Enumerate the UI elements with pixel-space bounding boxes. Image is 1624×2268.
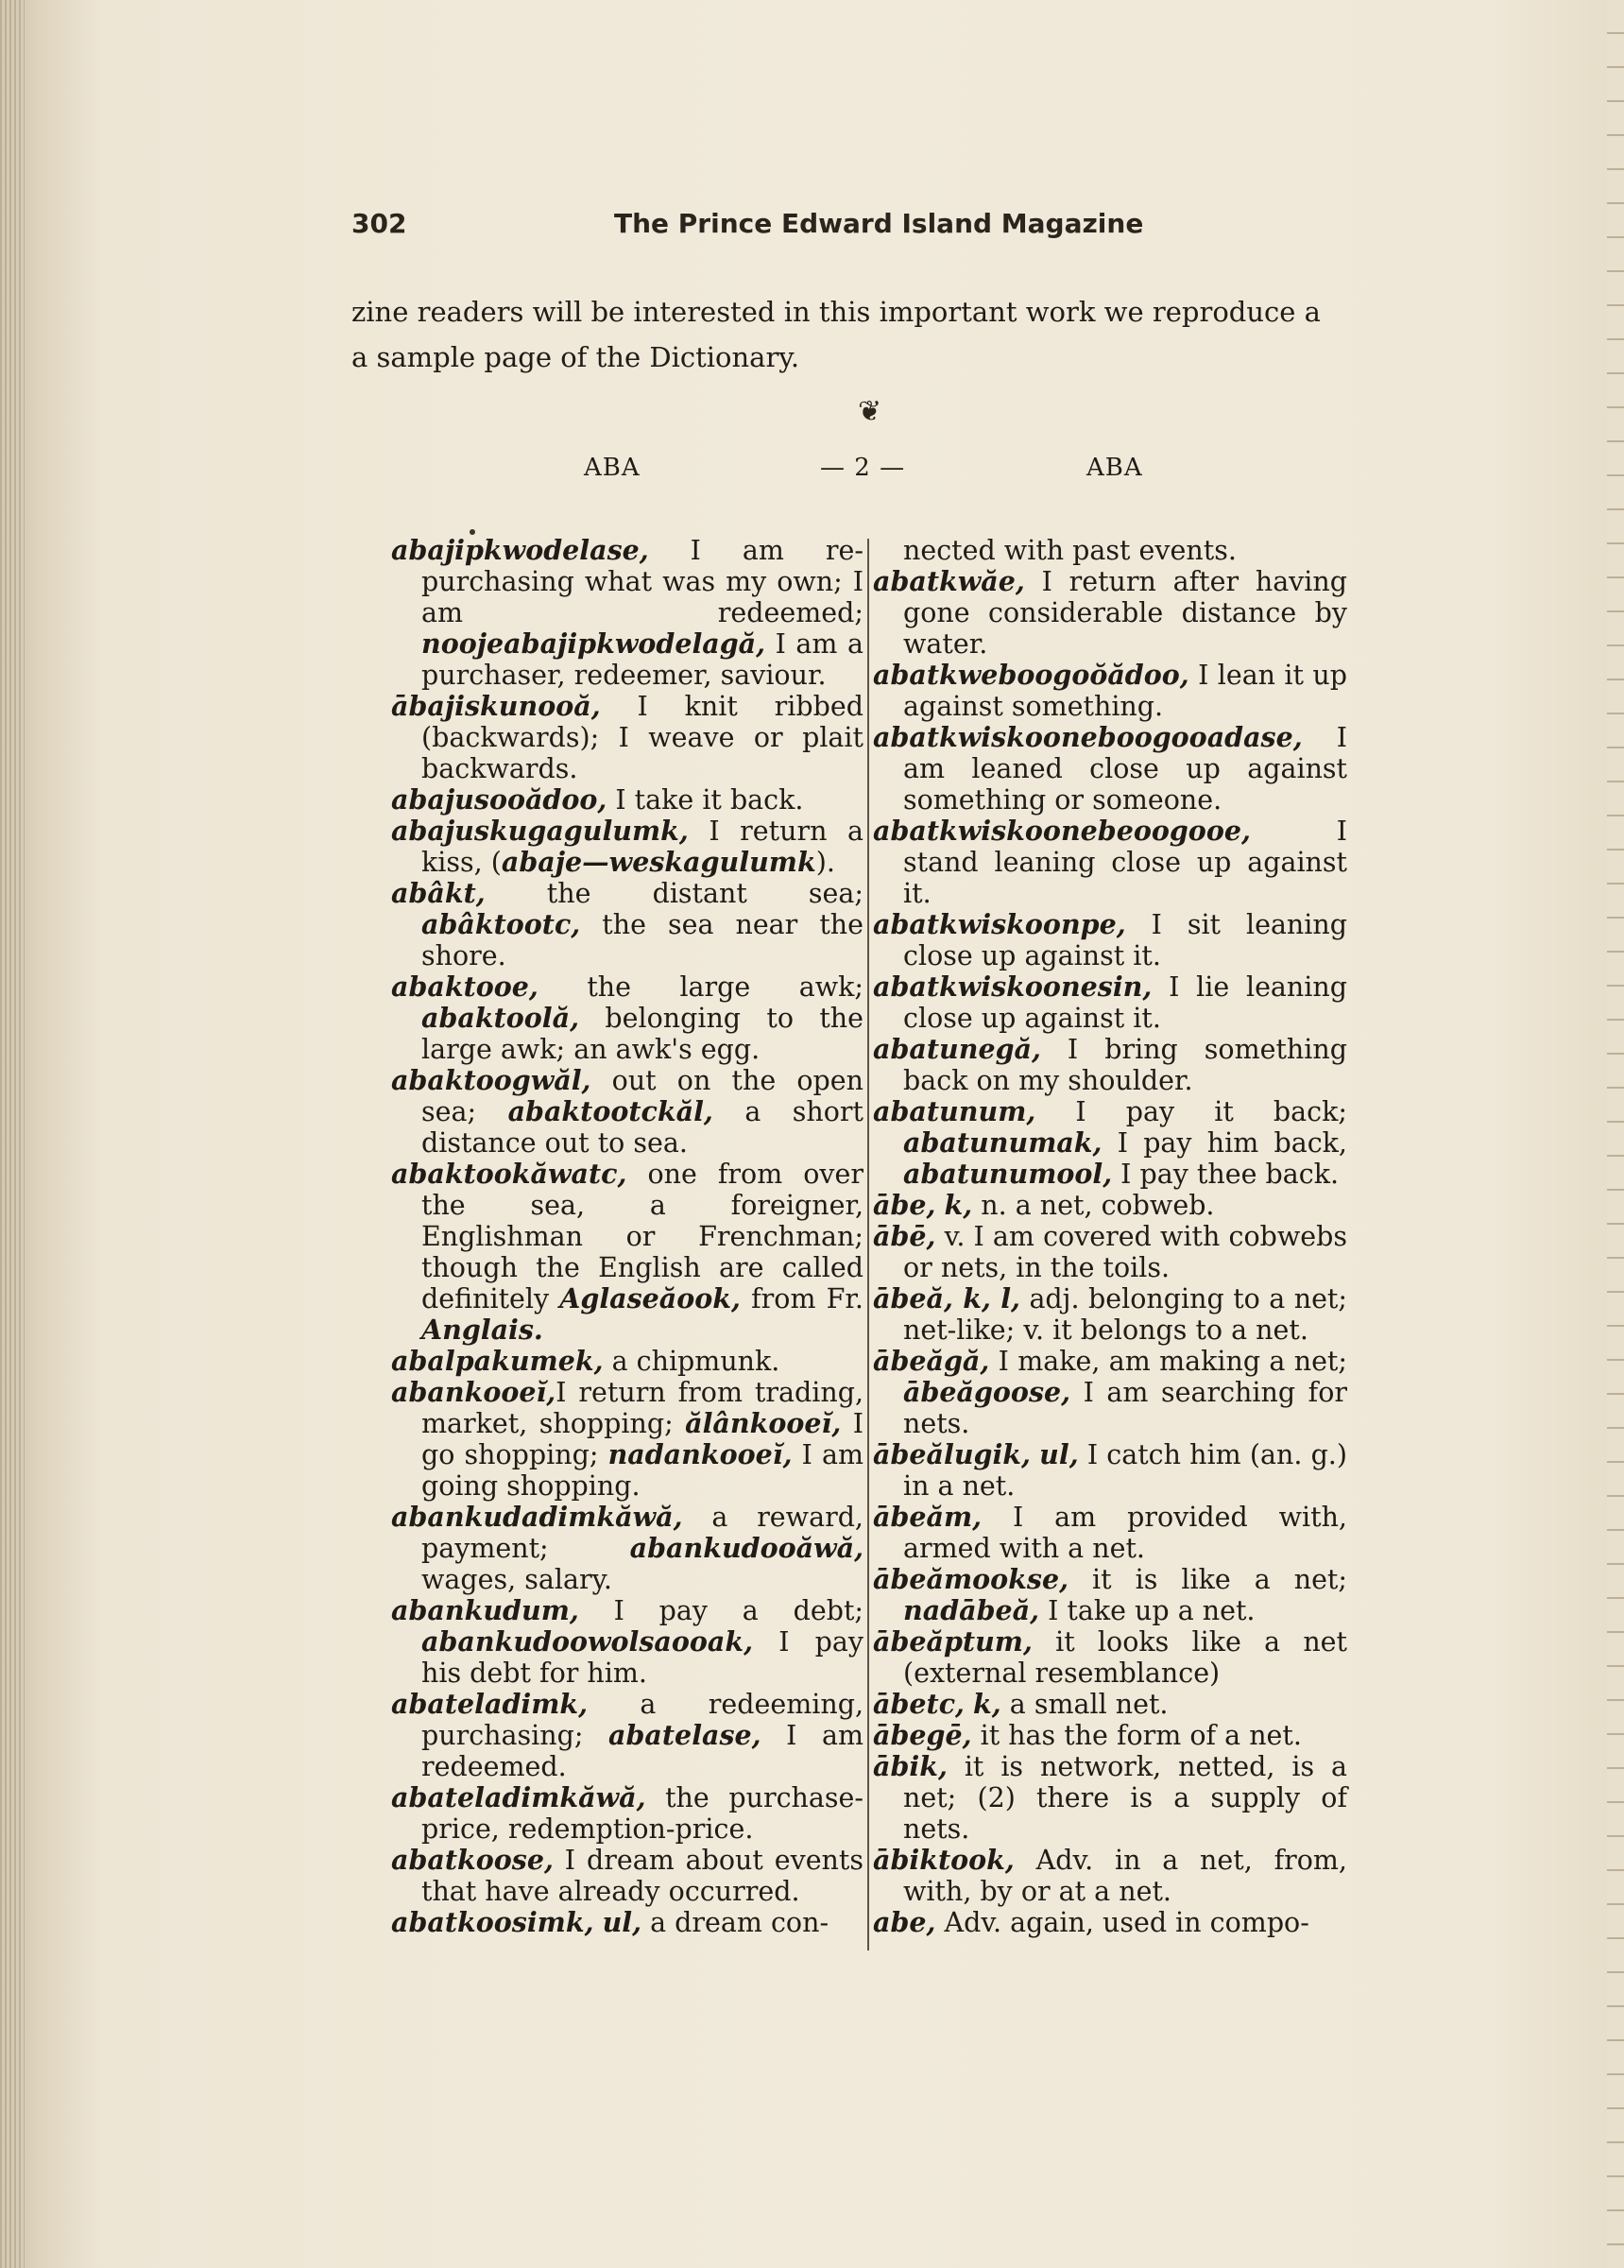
entry-headword: ābajiskunooă,: [391, 690, 601, 722]
entry-definition: I return a kiss, (: [421, 816, 863, 878]
entry-headword: nadābeă,: [903, 1594, 1040, 1626]
dictionary-entry: [391, 1377, 863, 1502]
dictionary-entry: [391, 1782, 863, 1845]
entry-headword: abankudoowolsaooak,: [421, 1625, 754, 1658]
entry-headword: abatunegă,: [873, 1033, 1041, 1065]
entry-definition: Adv. in a net, from, with, by or at a net.: [903, 1845, 1347, 1907]
entry-headword: abankooeĭ,: [391, 1376, 556, 1408]
entry-definition: a redeeming, purchasing;: [421, 1689, 863, 1751]
entry-definition: I am searching for nets.: [903, 1377, 1347, 1439]
dictionary-entry: [873, 1096, 1347, 1190]
entry-definition: a chipmunk.: [603, 1346, 780, 1377]
entry-headword: abâkt,: [391, 877, 486, 909]
entry-definition: [935, 1190, 944, 1221]
entry-definition: wages, salary.: [421, 1564, 612, 1595]
entry-headword: abatkwiskoonesin,: [873, 971, 1153, 1003]
entry-definition: I am provided with, armed with a net.: [903, 1502, 1347, 1564]
dictionary-entry: [391, 816, 863, 878]
dictionary-entry: [391, 535, 863, 691]
entry-definition: n. a net, cobweb.: [972, 1190, 1215, 1221]
dictionary-entry: [391, 1689, 863, 1782]
entry-definition: I take up a net.: [1039, 1595, 1256, 1626]
book-gutter-edge: [0, 0, 25, 2268]
dictionary-entry: [391, 1346, 863, 1377]
entry-headword: abankudum,: [391, 1594, 579, 1626]
dictionary-entry: [873, 909, 1347, 971]
entry-headword: ul,: [602, 1906, 642, 1938]
entry-definition: I am re-purchasing what was my own; I am redeemed;: [421, 535, 863, 628]
entry-headword: Aglaseăook,: [559, 1282, 741, 1314]
entry-definition: I make, am making a net;: [989, 1346, 1347, 1377]
entry-definition: I pay him back,: [1102, 1127, 1347, 1159]
intro-line-1: zine readers will be interested in this important work we reproduce a: [351, 296, 1321, 328]
entry-definition: [1031, 1439, 1039, 1470]
entry-headword: abaktookăwatc,: [391, 1158, 627, 1190]
entry-headword: abateladimkăwă,: [391, 1781, 646, 1813]
dictionary-page-header: [0, 454, 1624, 491]
entry-headword: abankudadimkăwă,: [391, 1501, 683, 1533]
dictionary-entry: [391, 1065, 863, 1159]
dictionary-entry: [391, 971, 863, 1065]
entry-headword: abatkoosimk,: [391, 1906, 594, 1938]
entry-definition: the sea near the shore.: [421, 909, 863, 971]
entry-definition: [594, 1907, 603, 1938]
page-fore-edge: [1607, 0, 1624, 2268]
entry-definition: I stand leaning close up against it.: [903, 816, 1347, 909]
dictionary-entry: [391, 1502, 863, 1595]
entry-definition: I take it back.: [607, 784, 804, 816]
entry-definition: a reward, payment;: [421, 1502, 863, 1564]
entry-definition: the purchase-price, redemption-price.: [421, 1782, 863, 1845]
dictionary-entry: [873, 1346, 1347, 1439]
entry-headword: noojeabajipkwodelagă,: [421, 627, 766, 660]
entry-definition: I lie leaning close up against it.: [903, 971, 1347, 1034]
entry-definition: Adv. again, used in compo-: [935, 1907, 1309, 1938]
entry-headword: abatunumool,: [903, 1158, 1113, 1190]
page-header: [351, 208, 1205, 246]
entry-headword: abalpakumek,: [391, 1345, 604, 1377]
intro-line-2: a sample page of the Dictionary.: [351, 341, 800, 373]
dictionary-page-number: — 2 —: [820, 454, 906, 482]
dictionary-entry: [873, 1626, 1347, 1689]
entry-headword: abatkwiskoonebeoogooe,: [873, 815, 1251, 847]
dictionary-entry: [391, 1845, 863, 1907]
dictionary-entry: [873, 1190, 1347, 1221]
entry-headword: ābetc,: [873, 1688, 965, 1720]
entry-headword: abatkwiskooneboogooadase,: [873, 721, 1303, 753]
entry-headword: ābeămookse,: [873, 1563, 1069, 1595]
entry-definition: I lean it up against something.: [903, 660, 1347, 722]
dictionary-entry: [873, 1689, 1347, 1720]
running-title: The Prince Edward Island Magazine: [614, 208, 1144, 239]
entry-definition: I bring something back on my shoulder.: [903, 1034, 1347, 1096]
intro-paragraph: [351, 289, 1381, 380]
entry-definition: I sit leaning close up against it.: [903, 909, 1347, 971]
entry-headword: ābik,: [873, 1750, 948, 1782]
entry-definition: belonging to the large awk; an awk's egg.: [421, 1003, 863, 1065]
dictionary-entry: [391, 784, 863, 816]
entry-headword: abatkwăe,: [873, 565, 1025, 597]
entry-continuation: nected with past events.: [903, 535, 1237, 566]
entry-headword: ul,: [1039, 1438, 1079, 1470]
entry-headword: ābeăm,: [873, 1501, 983, 1533]
dictionary-entry: [391, 878, 863, 971]
entry-definition: a small net.: [1000, 1689, 1169, 1720]
dictionary-entry: [391, 1159, 863, 1346]
entry-headword: abatunum,: [873, 1095, 1036, 1127]
entry-definition: I pay it back;: [1035, 1096, 1347, 1127]
dictionary-entry: [873, 1907, 1347, 1938]
entry-headword: abaje—weskagulumk: [501, 846, 816, 878]
entry-headword: abâktootc,: [421, 908, 581, 940]
entry-headword: abajuskugagulumk,: [391, 815, 689, 847]
dictionary-entry: [873, 1439, 1347, 1502]
entry-definition: I am redeemed.: [421, 1720, 863, 1782]
dictionary-entry: [391, 691, 863, 784]
entry-definition: I knit ribbed (backwards); I weave or plait backwards.: [421, 691, 863, 784]
dictionary-entry: [873, 1720, 1347, 1751]
entry-definition: a short distance out to sea.: [421, 1096, 863, 1159]
entry-definition: I return after having gone considerable distance by water.: [903, 566, 1347, 660]
entry-headword: abajusooădoo,: [391, 783, 607, 816]
entry-headword: abajipkwodelase,: [391, 534, 649, 566]
dictionary-entry: [873, 1845, 1347, 1907]
dictionary-entry: [873, 1283, 1347, 1346]
entry-definition: the distant sea;: [485, 878, 863, 909]
dictionary-entry: [873, 1751, 1347, 1845]
entry-definition: I am going shopping.: [421, 1439, 863, 1502]
entry-definition: I pay a debt;: [578, 1595, 863, 1626]
dictionary-entry: [873, 1564, 1347, 1626]
entry-definition: adj. belonging to a net; net-like; v. it belongs to a net.: [903, 1283, 1347, 1346]
dictionary-entry: [873, 971, 1347, 1034]
dictionary-entry: [391, 1595, 863, 1689]
dictionary-entry: [873, 816, 1347, 909]
entry-headword: abatkweboogoŏădoo,: [873, 659, 1189, 691]
entry-definition: v. I am covered with cobwebs or nets, in the toils.: [903, 1221, 1347, 1283]
entry-headword: abankudooăwă,: [629, 1532, 863, 1564]
entry-headword: abaktoolă,: [421, 1002, 580, 1034]
dictionary-entry: [873, 722, 1347, 816]
entry-headword: ābeăgă,: [873, 1345, 990, 1377]
entry-headword: ābegē,: [873, 1719, 972, 1751]
dictionary-guide-word-left: ABA: [584, 454, 641, 482]
entry-headword: abaktootckăl,: [507, 1095, 713, 1127]
dictionary-entry: [873, 1502, 1347, 1564]
entry-definition: a dream con-: [641, 1907, 829, 1938]
entry-headword: ābeăptum,: [873, 1625, 1033, 1658]
entry-headword: ābe,: [873, 1189, 936, 1221]
dictionary-entry: [873, 1221, 1347, 1283]
dictionary-column-left: [391, 535, 863, 1938]
entry-headword: k,: [973, 1688, 1001, 1720]
entry-headword: abatkwiskoonpe,: [873, 908, 1126, 940]
entry-definition: the large awk;: [538, 971, 863, 1003]
entry-headword: ābeălugik,: [873, 1438, 1031, 1470]
entry-headword: abatunumak,: [903, 1126, 1103, 1159]
entry-headword: abatkoose,: [391, 1844, 554, 1876]
fleuron-ornament-icon: ❦: [858, 395, 882, 428]
entry-definition: it is network, netted, is a net; (2) there is a supply of nets.: [903, 1751, 1347, 1845]
entry-definition: one from over the sea, a foreigner, Englishman or Frenchman; though the English are called definitely: [421, 1159, 863, 1314]
entry-headword: ălânkooeĭ,: [685, 1407, 842, 1439]
entry-definition: I catch him (an. g.) in a net.: [903, 1439, 1347, 1502]
entry-headword: Anglais.: [421, 1314, 543, 1346]
entry-definition: it is like a net;: [1068, 1564, 1347, 1595]
dictionary-entry: [873, 566, 1347, 660]
entry-headword: abatelase,: [608, 1719, 761, 1751]
dictionary-entry: [873, 535, 1347, 566]
entry-definition: out on the open sea;: [421, 1065, 863, 1127]
entry-headword: ābiktook,: [873, 1844, 1015, 1876]
entry-headword: ābeă, k, l,: [873, 1282, 1020, 1314]
entry-definition: I go shopping;: [421, 1408, 863, 1470]
dictionary-entry: [391, 1907, 863, 1938]
entry-definition: [965, 1689, 973, 1720]
dictionary-column-right: [873, 535, 1347, 1938]
entry-definition: I am a purchaser, redeemer, saviour.: [421, 628, 863, 691]
column-divider-rule: [867, 539, 869, 1950]
entry-headword: abaktooe,: [391, 971, 538, 1003]
entry-headword: nadankooeĭ,: [607, 1438, 793, 1470]
entry-headword: abe,: [873, 1906, 936, 1938]
dictionary-guide-word-right: ABA: [1086, 454, 1143, 482]
entry-definition: I pay his debt for him.: [421, 1626, 863, 1689]
dictionary-entry: [873, 660, 1347, 722]
entry-headword: k,: [944, 1189, 973, 1221]
entry-definition: I dream about events that have already occurred.: [421, 1845, 863, 1907]
entry-headword: abateladimk,: [391, 1688, 589, 1720]
entry-definition: ).: [815, 847, 835, 878]
entry-definition: I return from trading, market, shopping;: [421, 1377, 863, 1439]
entry-definition: it has the form of a net.: [971, 1720, 1302, 1751]
dictionary-entry: [873, 1034, 1347, 1096]
entry-definition: it looks like a net (external resemblance): [903, 1626, 1347, 1689]
entry-headword: abaktoogwăl,: [391, 1064, 591, 1096]
entry-definition: I am leaned close up against something or someone.: [903, 722, 1347, 816]
entry-definition: I pay thee back.: [1112, 1159, 1340, 1190]
entry-headword: ābē,: [873, 1220, 936, 1252]
entry-definition: from Fr.: [740, 1283, 863, 1314]
page-number: 302: [351, 208, 407, 239]
entry-headword: ābeăgoose,: [903, 1376, 1071, 1408]
